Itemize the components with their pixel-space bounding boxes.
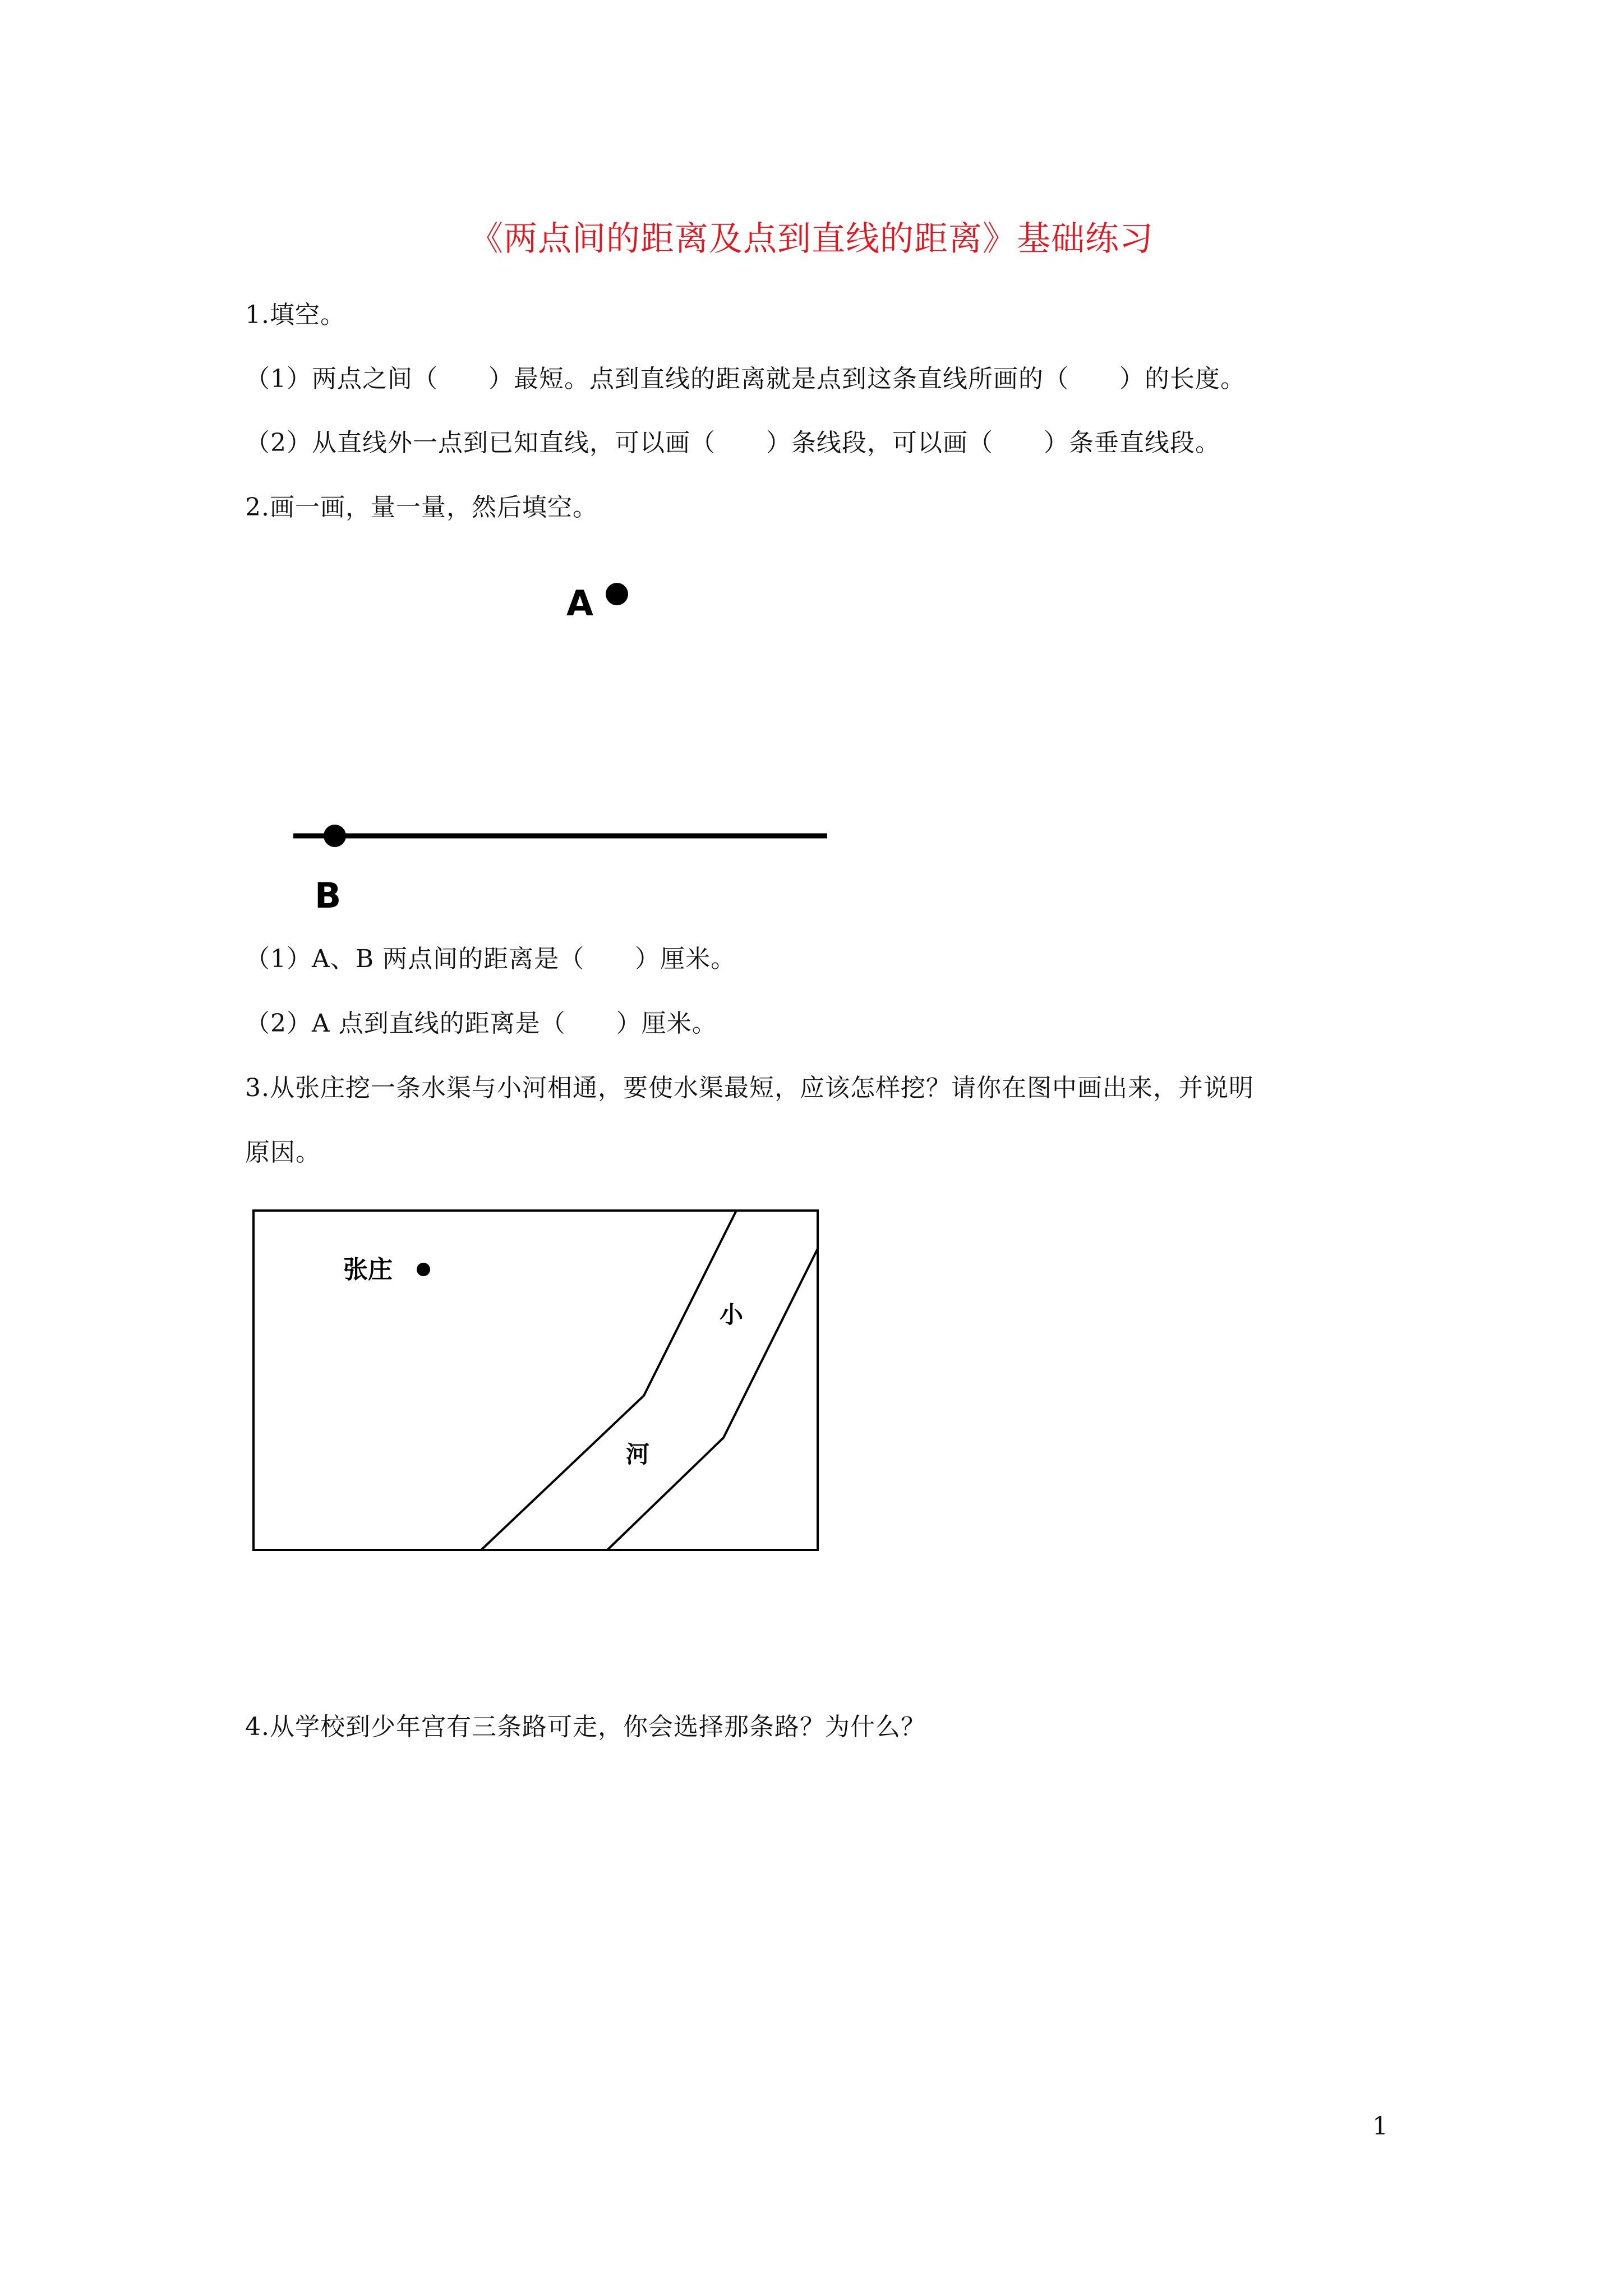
- q2-heading: 2.画一画，量一量，然后填空。: [245, 493, 598, 522]
- river-label-2: 河: [626, 1441, 650, 1468]
- river-label-1: 小: [720, 1301, 744, 1328]
- page-number: 1: [1372, 2112, 1388, 2141]
- village-point: [417, 1263, 430, 1276]
- q1-item-1: （1）两点之间（ ）最短。点到直线的距离就是点到这条直线所画的（ ）的长度。: [245, 365, 1246, 393]
- q4-heading: 4.从学校到少年宫有三条路可走，你会选择那条路？为什么？: [245, 1713, 926, 1741]
- river-map: [0, 1200, 1623, 1559]
- q1-item-2: （2）从直线外一点到已知直线，可以画（ ）条线段，可以画（ ）条垂直线段。: [245, 429, 1220, 457]
- point-b: [324, 825, 346, 847]
- point-b-label: B: [315, 875, 342, 916]
- point-a: [606, 583, 628, 605]
- q1-heading: 1.填空。: [245, 301, 345, 329]
- q2-item-1: （1）A、B 两点间的距离是（ ）厘米。: [245, 945, 736, 973]
- point-a-label: A: [566, 583, 593, 624]
- q3-heading-line-2: 原因。: [245, 1138, 321, 1167]
- page-title: 《两点间的距离及点到直线的距离》基础练习: [469, 219, 1154, 259]
- village-label: 张庄: [343, 1255, 393, 1284]
- q2-item-2: （2）A 点到直线的距离是（ ）厘米。: [245, 1009, 717, 1038]
- river-bank-left: [481, 1211, 736, 1550]
- q3-heading-line-1: 3.从张庄挖一条水渠与小河相通，要使水渠最短，应该怎样挖？请你在图中画出来，并说明: [245, 1074, 1254, 1102]
- q2-figure: [0, 0, 1623, 954]
